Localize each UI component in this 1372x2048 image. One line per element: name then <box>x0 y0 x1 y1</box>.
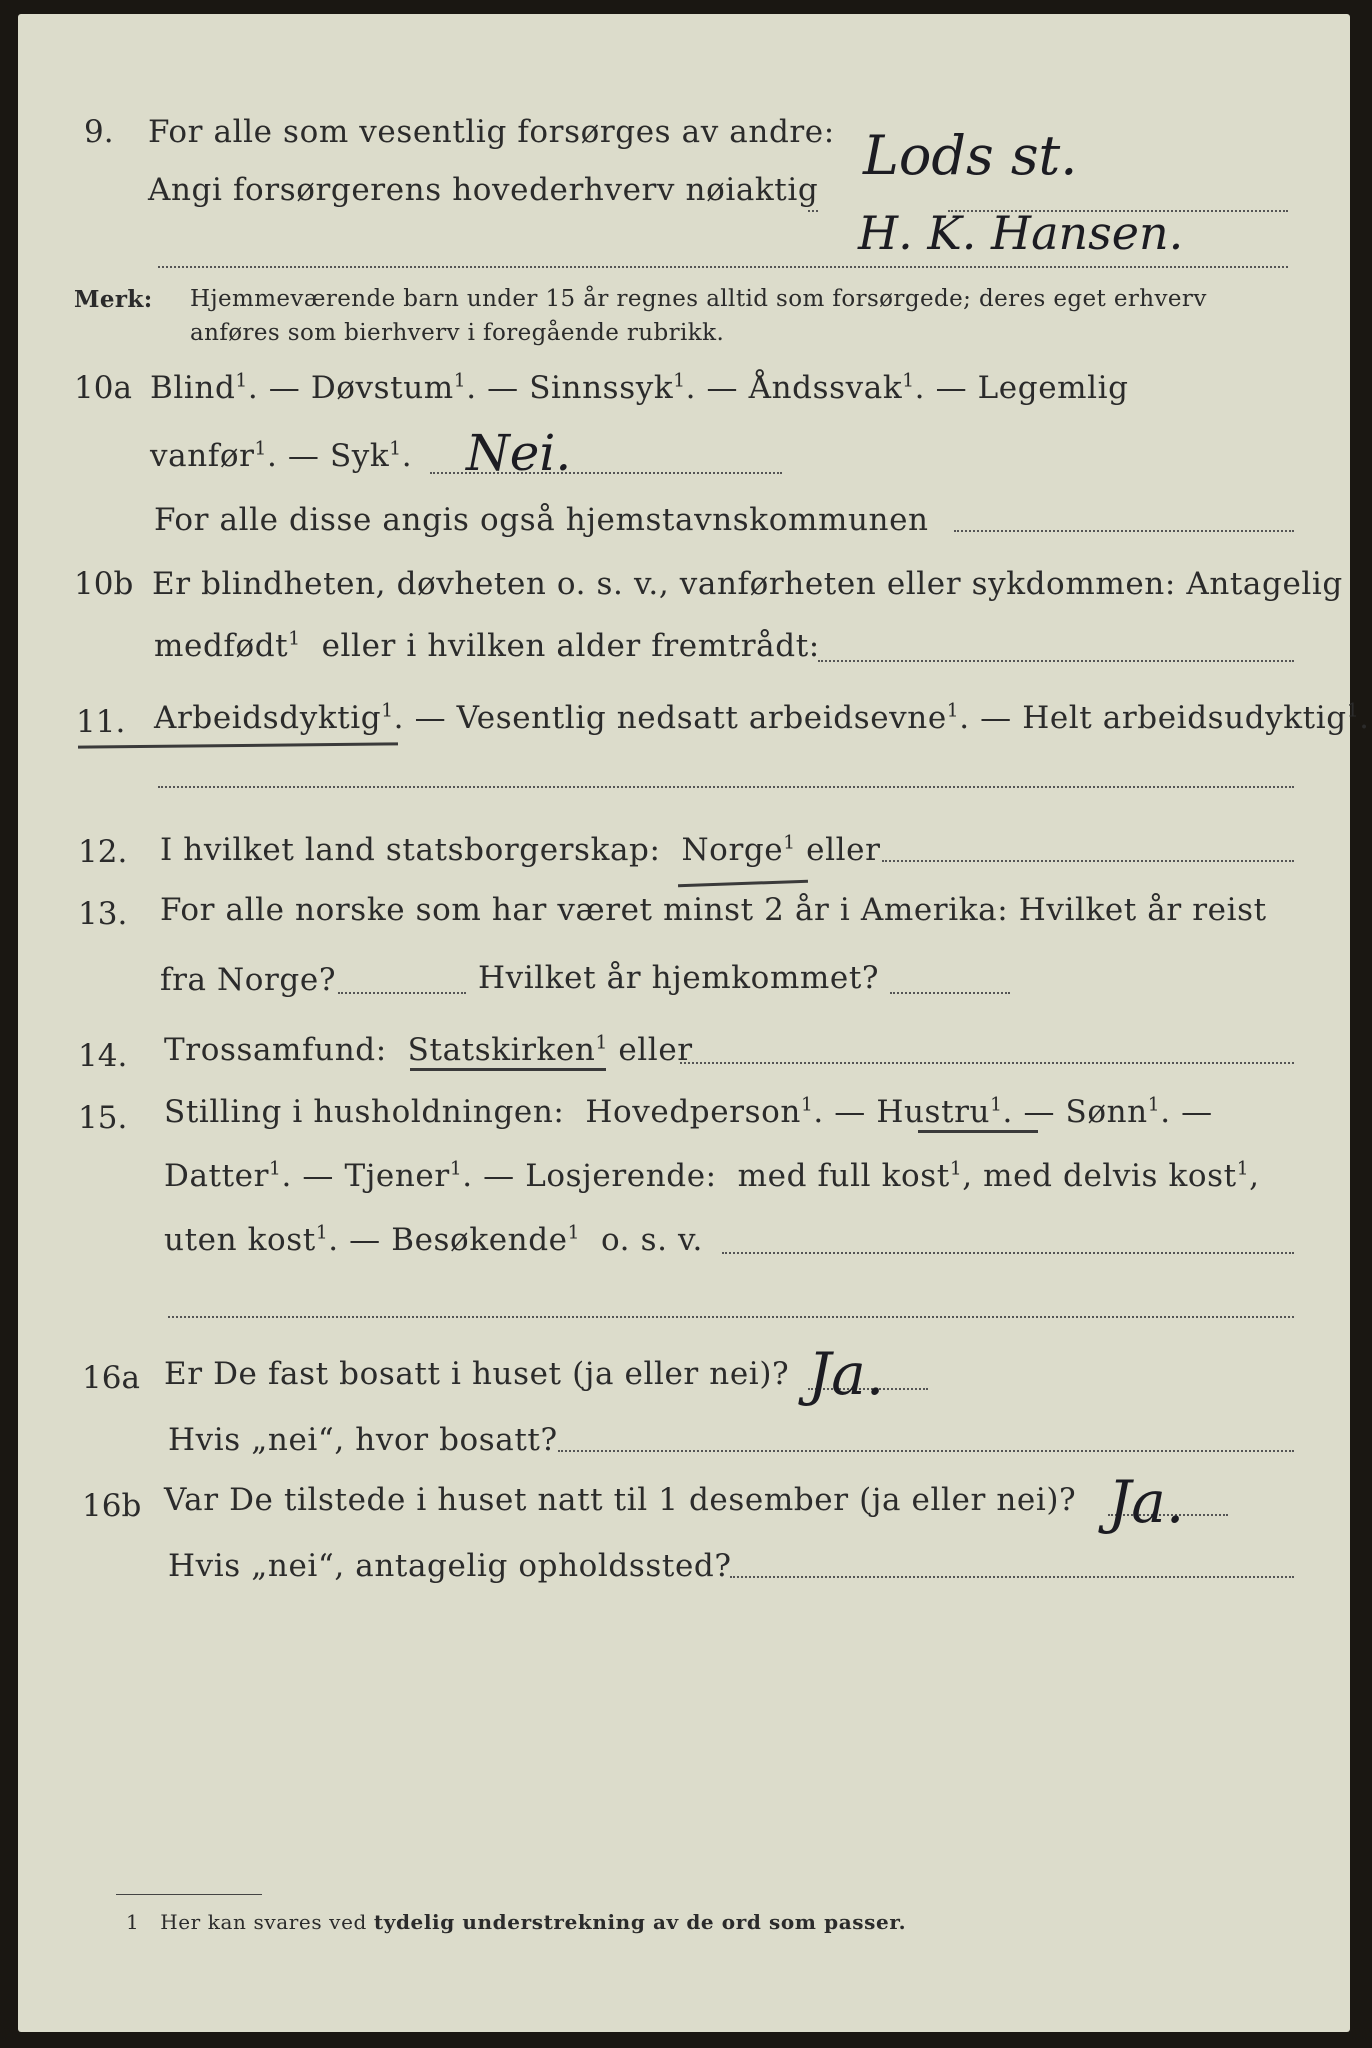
q10b-number: 10b <box>74 566 134 602</box>
q9-line1: For alle som vesentlig forsørges av andre: <box>148 114 835 150</box>
q12-number: 12. <box>78 834 128 870</box>
census-form-sheet <box>18 14 1370 2032</box>
q13-line2a: fra Norge? <box>160 962 337 998</box>
q10a-line2: vanfør$^1$. — Syk$^1$. <box>150 438 413 474</box>
q13-line1: For alle norske som har været minst 2 år i Amerika: Hvilket år reist <box>160 892 1267 928</box>
q16b-number: 16b <box>82 1488 142 1524</box>
note-line1: Hjemmeværende barn under 15 år regnes alltid som forsørgede; deres eget erhverv <box>190 286 1207 312</box>
answer-resident: Ja. <box>808 1340 885 1408</box>
q14-line1: Trossamfund: Statskirken$^1$ eller <box>164 1032 693 1068</box>
q12-line1: I hvilket land statsborgerskap: Norge$^1$ eller <box>160 832 881 868</box>
q16a-line1: Er De fast bosatt i huset (ja eller nei)? <box>164 1356 790 1392</box>
q16b-line2: Hvis „nei“, antagelig opholdssted? <box>168 1548 732 1584</box>
q9-line2: Angi forsørgerens hovederhverv nøiaktig <box>148 172 819 208</box>
answer-occupation: Lods st. <box>863 124 1078 187</box>
note-label: Merk: <box>74 286 153 313</box>
q16a-number: 16a <box>82 1360 140 1396</box>
q11-number: 11. <box>76 704 126 740</box>
note-line2: anføres som bierhverv i foregående rubrikk. <box>190 320 725 346</box>
q9-number: 9. <box>84 114 114 150</box>
q16b-line1: Var De tilstede i huset natt til 1 desember (ja eller nei)? <box>164 1482 1077 1518</box>
q10b-line1: Er blindheten, døvheten o. s. v., vanførheten eller sykdommen: Antagelig <box>152 566 1343 602</box>
q13-line2b: Hvilket år hjemkommet? <box>478 960 880 996</box>
q10a-line1: Blind$^1$. — Døvstum$^1$. — Sinnssyk$^1$. — Åndssvak$^1$. — Legemlig <box>150 370 1129 406</box>
footnote: 1 Her kan svares ved tydelig understrekning av de ord som passer. <box>126 1910 907 1934</box>
q15-line1: Stilling i husholdningen: Hovedperson$^1$. — Hustru$^1$. — Sønn$^1$. — <box>164 1094 1213 1130</box>
q15-number: 15. <box>78 1100 128 1136</box>
q11-line1: Arbeidsdyktig$^1$. — Vesentlig nedsatt arbeidsevne$^1$. — Helt arbeidsudyktig$^1$. <box>154 700 1370 736</box>
q10b-line2: medfødt$^1$ eller i hvilken alder fremtrådt: <box>154 628 820 664</box>
q13-number: 13. <box>78 896 128 932</box>
q15-line2: Datter$^1$. — Tjener$^1$. — Losjerende: med full kost$^1$, med delvis kost$^1$, <box>164 1158 1260 1194</box>
q14-number: 14. <box>78 1038 128 1074</box>
answer-provider-name: H. K. Hansen. <box>858 206 1184 260</box>
answer-disability: Nei. <box>466 424 572 482</box>
q10a-line3: For alle disse angis også hjemstavnskommunen <box>154 502 929 538</box>
q10a-number: 10a <box>74 370 132 406</box>
answer-present: Ja. <box>1108 1468 1185 1536</box>
q16a-line2: Hvis „nei“, hvor bosatt? <box>168 1422 558 1458</box>
q15-line3: uten kost$^1$. — Besøkende$^1$ o. s. v. <box>164 1222 703 1258</box>
